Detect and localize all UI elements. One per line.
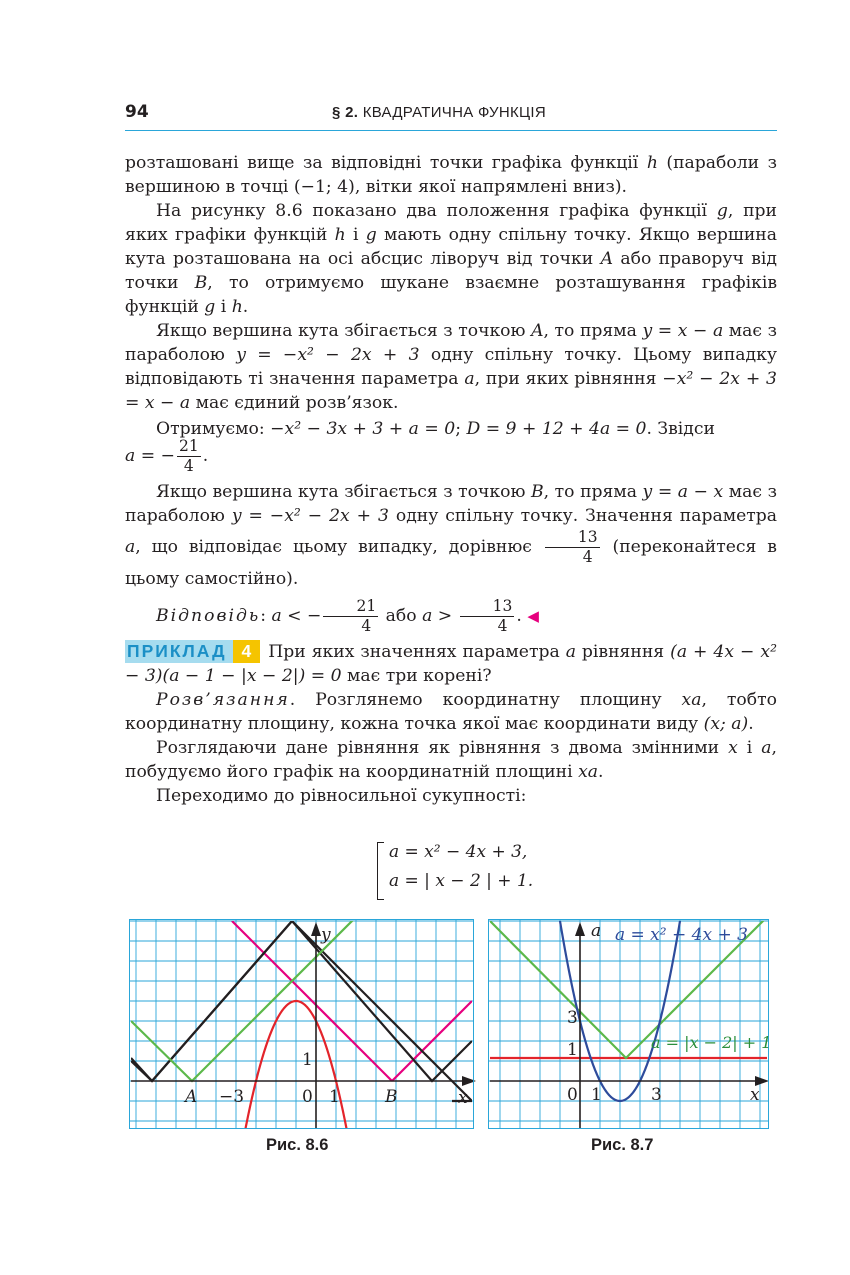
section-name: КВАДРАТИЧНА ФУНКЦІЯ [362, 104, 547, 121]
paragraph-7: Переходимо до рівносильної сукупності: [156, 786, 527, 806]
example-label: ПРИКЛАД [125, 640, 233, 663]
black-angle [131, 921, 472, 1101]
system-row-1: a = x² − 4x + 3, [389, 842, 528, 862]
tick-zero: 0 [567, 1085, 578, 1105]
paragraph-6: Розглядаючи дане рівняння як рівняння з двома змінними x і a, побудуємо його графік на координатній площині xa. [125, 738, 777, 782]
paragraph-2: На рисунку 8.6 показано два положення графіка функції g, при яких графіки функцій h і g мають одну спільну точку. Якщо вершина кута розташована на осі абсцис ліворуч від точки A або праворуч від точки B, то отримуємо шукане взаємне розташування графіків функцій g і h. [125, 201, 778, 317]
section-title [332, 104, 546, 121]
tick-three-y: 3 [567, 1008, 578, 1028]
tick-one-y: 1 [567, 1040, 578, 1060]
paragraph-4-result: a = − $\frac{21}{4}$ . [125, 437, 209, 475]
v-shape-label: a = |x − 2| + 1 [651, 1033, 772, 1052]
section-number: § 2. [332, 104, 359, 121]
paragraph-4: Отримуємо: −x² − 3x + 3 + a = 0; D = 9 + 12 + 4a = 0. Звідси [156, 419, 715, 439]
tick-one-x: 1 [329, 1087, 340, 1107]
parabola-label: a = x² − 4x + 3 [615, 925, 748, 945]
y-axis-label: y [321, 925, 331, 945]
tick-zero: 0 [302, 1087, 313, 1107]
end-marker-icon: ◀ [527, 607, 539, 625]
tick-minus-3: −3 [219, 1087, 245, 1107]
tick-one-y: 1 [302, 1050, 313, 1070]
a-axis-arrow-icon [575, 922, 585, 936]
fraction-21-4: $\frac{21}{4}$ [178, 437, 199, 475]
tick-one-x: 1 [591, 1085, 602, 1105]
paragraph-3: Якщо вершина кута збігається з точкою A, то пряма y = x − a має з параболою y = −x² − 2x + 3 одну спільну точку. Цьому випадку відповідають ті значення параметра a, при яких рівняння −x² − 2x + 3 = x − a має єдиний розв’язок. [125, 321, 777, 413]
example-number: 4 [233, 640, 261, 663]
tick-three-x: 3 [651, 1085, 662, 1105]
figure-8-7 [487, 918, 772, 1130]
solution-paragraph: Розв’язання. Розглянемо координатну площину xa, тобто координатну площину, кожна точка якої має координати виду (x; a). [125, 690, 777, 734]
example-paragraph: ПРИКЛАД 4 При яких значеннях параметра a рівняння (a + 4x − x² − 3)(a − 1 − |x − 2|) = 0 має три корені? [125, 641, 778, 686]
paragraph-1: розташовані вище за відповідні точки графіка функції h (параболи з вершиною в точці (−1; 4), вітки якої напрямлені вниз). [125, 153, 777, 197]
figure-8-6 [128, 918, 478, 1130]
point-a-label: A [185, 1087, 198, 1107]
solution-label: Розв’язання [156, 690, 290, 710]
system-row-2: a = | x − 2 | + 1. [389, 871, 534, 891]
page-number: 94 [125, 102, 149, 122]
y-axis-arrow-icon [311, 922, 321, 936]
paragraph-5: Якщо вершина кута збігається з точкою B, то пряма y = a − x має з параболою y = −x² − 2x + 3 одну спільну точку. Значення параметра a, що відповідає цьому випадку, дорівнює $\frac{13}{4}$ (переконайтеся в цьому самостійно). [125, 482, 777, 589]
body-text [125, 151, 777, 808]
figure-8-6-caption: Рис. 8.6 [266, 1136, 329, 1154]
a-axis-label: a [591, 921, 602, 941]
equation-system [377, 838, 533, 896]
answer-line: Відповідь: a < − $\frac{21}{4}$ або a > $\frac{13}{4}$ . ◀ [156, 597, 539, 635]
answer-label: Відповідь [156, 606, 261, 626]
system-bracket [377, 842, 384, 900]
page-header [125, 96, 777, 131]
figure-8-7-caption: Рис. 8.7 [591, 1136, 654, 1154]
point-b-label: B [385, 1087, 398, 1107]
fraction-13-4: $\frac{13}{4}$ [545, 528, 600, 567]
x-axis-label: x [750, 1085, 760, 1105]
x-axis-label: x [458, 1088, 468, 1108]
